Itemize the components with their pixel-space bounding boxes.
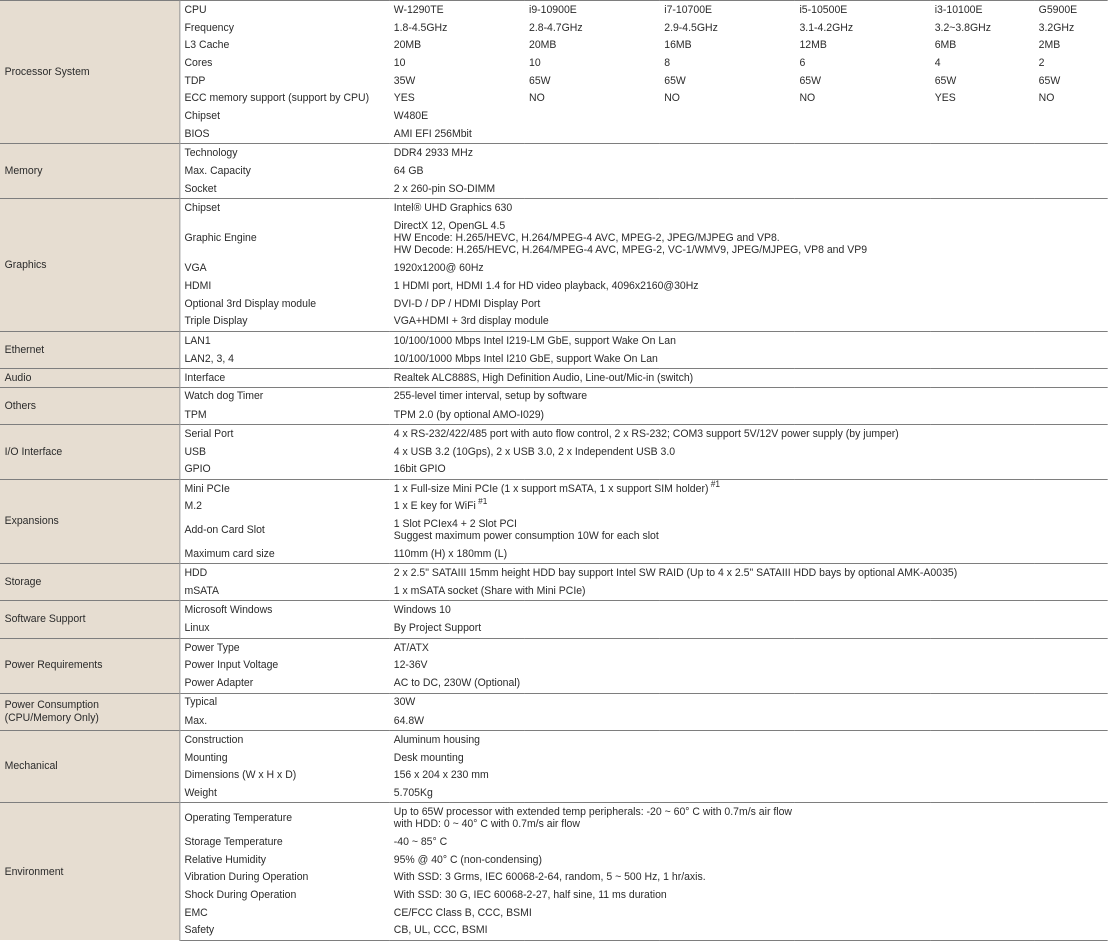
spec-label: Shock During Operation xyxy=(184,888,297,901)
spec-label: Technology xyxy=(179,144,389,163)
spec-value xyxy=(389,803,1108,834)
spec-value xyxy=(389,833,1108,851)
spec-label: TDP xyxy=(184,74,206,87)
spec-label: CPU xyxy=(179,1,389,20)
section-category xyxy=(0,693,179,730)
spec-value-text: 255-level timer interval, setup by software xyxy=(393,390,588,403)
spec-value xyxy=(389,638,1108,657)
spec-label: Typical xyxy=(179,693,389,712)
spec-label: EMC xyxy=(184,906,208,919)
spec-label: Add-on Card Slot xyxy=(184,524,265,537)
spec-value: 65W xyxy=(799,74,822,87)
spec-value xyxy=(389,217,1108,260)
spec-value: 2MB xyxy=(1038,39,1061,52)
section-category-line: Ethernet xyxy=(4,343,45,356)
footnote-marker: #1 xyxy=(708,479,720,489)
section-category xyxy=(0,144,179,199)
spec-value: 1.8-4.5GHz xyxy=(393,21,448,34)
spec-value-text: With SSD: 30 G, IEC 60068-2-27, half sine, 11 ms duration xyxy=(393,888,667,901)
spec-value: YES xyxy=(393,92,415,105)
spec-value-text: 110mm (H) x 180mm (L) xyxy=(393,547,508,560)
spec-label: Socket xyxy=(184,182,217,195)
spec-value xyxy=(389,162,1108,180)
spec-label: Chipset xyxy=(184,109,220,122)
spec-label: Max. xyxy=(184,714,208,727)
spec-value-text: VGA+HDMI + 3rd display module xyxy=(393,315,549,328)
spec-value-line: 1 Slot PCIex4 + 2 Slot PCI xyxy=(393,517,517,530)
spec-value-text: 1 x Full-size Mini PCIe (1 x support mSATA, 1 x support SIM holder) xyxy=(393,482,709,495)
spec-value: NO xyxy=(664,92,680,105)
section-category-line: (CPU/Memory Only) xyxy=(4,711,99,724)
section-category-line: Power Consumption xyxy=(4,699,99,712)
spec-value-text: AT/ATX xyxy=(393,641,429,654)
spec-value xyxy=(389,479,1108,498)
spec-label: Cores xyxy=(184,57,213,70)
spec-value: 6MB xyxy=(934,39,957,52)
spec-value: G5900E xyxy=(1034,1,1108,20)
spec-row xyxy=(0,387,1108,406)
spec-value: 20MB xyxy=(393,39,422,52)
spec-value xyxy=(389,851,1108,869)
spec-value: W-1290TE xyxy=(389,1,524,20)
spec-label: Power Input Voltage xyxy=(184,659,279,672)
spec-label: Frequency xyxy=(184,21,234,34)
spec-label: Serial Port xyxy=(179,424,389,443)
spec-value xyxy=(389,784,1108,803)
spec-value xyxy=(389,657,1108,675)
spec-value xyxy=(389,406,1108,425)
spec-value-line: HW Encode: H.265/HEVC, H.264/MPEG-4 AVC, MPEG-2, JPEG/MJPEG and VP8. xyxy=(393,232,780,245)
section-category-line: I/O Interface xyxy=(4,445,63,458)
spec-value: i9-10900E xyxy=(524,1,659,20)
spec-value-text: Intel® UHD Graphics 630 xyxy=(393,201,513,214)
spec-label: Watch dog Timer xyxy=(179,387,389,406)
spec-label: LAN2, 3, 4 xyxy=(184,352,234,365)
spec-value xyxy=(389,461,1108,480)
spec-value xyxy=(389,749,1108,767)
spec-value-text: 5.705Kg xyxy=(393,787,433,800)
spec-label: Dimensions (W x H x D) xyxy=(184,769,297,782)
spec-label: Interface xyxy=(179,368,389,387)
spec-value-text: W480E xyxy=(393,109,429,122)
spec-row xyxy=(0,693,1108,712)
spec-row xyxy=(0,479,1108,498)
spec-label: ECC memory support (support by CPU) xyxy=(184,92,370,105)
spec-label: Power Type xyxy=(179,638,389,657)
spec-value xyxy=(389,260,1108,278)
section-category xyxy=(0,601,179,638)
spec-row xyxy=(0,144,1108,163)
spec-value xyxy=(389,443,1108,461)
spec-value xyxy=(389,601,1108,620)
spec-value: NO xyxy=(529,92,545,105)
spec-label: Mounting xyxy=(184,751,228,764)
spec-label: TPM xyxy=(184,408,207,421)
spec-value xyxy=(389,295,1108,313)
spec-row xyxy=(0,331,1108,350)
section-category xyxy=(0,803,179,940)
spec-value xyxy=(389,869,1108,887)
spec-value xyxy=(389,277,1108,295)
spec-value: 4 xyxy=(934,57,941,70)
spec-value-text: TPM 2.0 (by optional AMO-I029) xyxy=(393,408,545,421)
spec-value-text: 64.8W xyxy=(393,714,425,727)
spec-value-text: 1 x E key for WiFi xyxy=(393,500,476,513)
spec-value: i3-10100E xyxy=(930,1,1034,20)
spec-row xyxy=(0,564,1108,583)
spec-value: NO xyxy=(1038,92,1055,105)
spec-value: 35W xyxy=(393,74,416,87)
spec-value-text: 95% @ 40° C (non-condensing) xyxy=(393,853,542,866)
spec-value xyxy=(389,125,1108,144)
spec-value: 3.2GHz xyxy=(1038,21,1075,34)
spec-value: 65W xyxy=(529,74,551,87)
spec-value: i5-10500E xyxy=(795,1,930,20)
spec-label: Maximum card size xyxy=(184,547,275,560)
spec-label: HDD xyxy=(179,564,389,583)
spec-value xyxy=(389,331,1108,350)
spec-label: Weight xyxy=(184,787,217,800)
section-category-line: Mechanical xyxy=(4,760,58,773)
section-category-line: Environment xyxy=(4,865,64,878)
spec-value-text: 30W xyxy=(393,696,416,709)
spec-label: Construction xyxy=(179,730,389,749)
spec-value: 2.8-4.7GHz xyxy=(529,21,583,34)
spec-value-text: DVI-D / DP / HDMI Display Port xyxy=(393,297,541,310)
spec-value-text: 1 x mSATA socket (Share with Mini PCIe) xyxy=(393,585,586,598)
section-category-line: Graphics xyxy=(4,258,47,271)
spec-value xyxy=(389,368,1108,387)
spec-label: Safety xyxy=(179,922,389,941)
spec-label: HDMI xyxy=(184,279,212,292)
spec-label: Graphic Engine xyxy=(184,232,257,245)
spec-label: Power Adapter xyxy=(184,677,254,690)
section-category xyxy=(0,1,179,144)
spec-value: 16MB xyxy=(664,39,692,52)
spec-label: GPIO xyxy=(184,463,211,476)
spec-value xyxy=(389,564,1108,583)
spec-row xyxy=(0,730,1108,749)
spec-value xyxy=(389,387,1108,406)
spec-value-text: With SSD: 3 Grms, IEC 60068-2-64, random, 5 ~ 500 Hz, 1 hr/axis. xyxy=(393,871,706,884)
section-category xyxy=(0,387,179,424)
section-category xyxy=(0,730,179,803)
spec-label: VGA xyxy=(184,262,207,275)
spec-label: Storage Temperature xyxy=(184,836,283,849)
spec-label: Microsoft Windows xyxy=(179,601,389,620)
spec-value-line: Up to 65W processor with extended temp peripherals: -20 ~ 60° C with 0.7m/s air flow xyxy=(393,806,792,819)
section-category xyxy=(0,198,179,331)
spec-value xyxy=(389,545,1108,564)
spec-value xyxy=(389,350,1108,369)
spec-row xyxy=(0,638,1108,657)
spec-value xyxy=(389,498,1108,516)
spec-value xyxy=(389,180,1108,199)
spec-value-line: Suggest maximum power consumption 10W for each slot xyxy=(393,530,659,543)
spec-label: Triple Display xyxy=(184,315,248,328)
section-category xyxy=(0,564,179,601)
spec-value-text: Realtek ALC888S, High Definition Audio, Line-out/Mic-in (switch) xyxy=(393,371,694,384)
section-category-line: Processor System xyxy=(4,65,90,78)
spec-value xyxy=(389,693,1108,712)
spec-value: 6 xyxy=(799,57,806,70)
spec-value: 8 xyxy=(664,57,671,70)
spec-value xyxy=(389,107,1108,125)
spec-value xyxy=(389,674,1108,693)
section-category-line: Software Support xyxy=(4,613,86,626)
spec-label: Chipset xyxy=(179,198,389,217)
spec-label: Operating Temperature xyxy=(179,803,389,834)
spec-value: 2.9-4.5GHz xyxy=(664,21,718,34)
spec-value-line: DirectX 12, OpenGL 4.5 xyxy=(393,220,506,232)
spec-value-text: CB, UL, CCC, BSMI xyxy=(393,924,488,937)
spec-value-text: AC to DC, 230W (Optional) xyxy=(393,677,521,690)
section-category-line: Storage xyxy=(4,576,42,589)
section-category-line: Audio xyxy=(4,371,32,384)
spec-value xyxy=(389,313,1108,332)
spec-value-text: 1920x1200@ 60Hz xyxy=(393,262,484,275)
spec-value xyxy=(389,712,1108,731)
spec-label: Mini PCIe xyxy=(179,479,389,498)
spec-value-text: 12-36V xyxy=(393,659,428,672)
spec-value-text: -40 ~ 85° C xyxy=(393,836,448,849)
spec-value: YES xyxy=(934,92,956,105)
spec-value xyxy=(389,730,1108,749)
spec-value: 65W xyxy=(934,74,957,87)
spec-label: mSATA xyxy=(184,585,220,598)
spec-value-text: Aluminum housing xyxy=(393,733,480,746)
section-category xyxy=(0,424,179,479)
section-category-line: Others xyxy=(4,399,37,412)
spec-value-text: 64 GB xyxy=(393,164,424,177)
spec-value-text: 16bit GPIO xyxy=(393,463,446,476)
spec-value-line: with HDD: 0 ~ 40° C with 0.7m/s air flow xyxy=(393,818,580,831)
spec-row xyxy=(0,601,1108,620)
spec-value: 2 xyxy=(1038,57,1045,70)
section-category xyxy=(0,331,179,368)
section-category-line: Power Requirements xyxy=(4,659,103,672)
spec-label: LAN1 xyxy=(179,331,389,350)
spec-value xyxy=(389,767,1108,785)
spec-label: M.2 xyxy=(184,500,202,513)
spec-row xyxy=(0,1,1108,20)
spec-value: 20MB xyxy=(529,39,557,52)
spec-value: 10 xyxy=(529,57,541,70)
spec-label: Relative Humidity xyxy=(184,853,266,866)
spec-value-text: 2 x 2.5" SATAIII 15mm height HDD bay support Intel SW RAID (Up to 4 x 2.5" SATAIII HDD bays by optional AMK-A0035) xyxy=(393,567,958,580)
spec-value xyxy=(389,582,1108,601)
spec-label: L3 Cache xyxy=(184,39,230,52)
spec-value-text: 1 HDMI port, HDMI 1.4 for HD video playback, 4096x2160@30Hz xyxy=(393,279,699,292)
spec-value xyxy=(389,515,1108,545)
spec-table-body xyxy=(0,1,1108,941)
section-category xyxy=(0,479,179,564)
spec-value: NO xyxy=(799,92,816,105)
spec-value: 65W xyxy=(664,74,686,87)
spec-value: 3.1-4.2GHz xyxy=(799,21,854,34)
spec-value: 12MB xyxy=(799,39,827,52)
spec-value xyxy=(389,424,1108,443)
spec-value: 3.2~3.8GHz xyxy=(934,21,991,34)
spec-row xyxy=(0,198,1108,217)
spec-row xyxy=(0,424,1108,443)
spec-value-text: 10/100/1000 Mbps Intel I219-LM GbE, support Wake On Lan xyxy=(393,334,676,347)
spec-value: 65W xyxy=(1038,74,1061,87)
spec-value: i7-10700E xyxy=(660,1,795,20)
spec-value-text: 156 x 204 x 230 mm xyxy=(393,769,489,782)
spec-label: Linux xyxy=(184,622,210,635)
spec-label: Max. Capacity xyxy=(184,164,251,177)
spec-value xyxy=(389,620,1108,639)
spec-value xyxy=(389,144,1108,163)
spec-value-text: Windows 10 xyxy=(393,604,451,617)
spec-value-text: 4 x RS-232/422/485 port with auto flow control, 2 x RS-232; COM3 support 5V/12V power supply (by jumper) xyxy=(393,427,899,440)
spec-value xyxy=(389,198,1108,217)
spec-value-text: 10/100/1000 Mbps Intel I210 GbE, support Wake On Lan xyxy=(393,352,658,365)
spec-row xyxy=(0,803,1108,834)
spec-value-line: HW Decode: H.265/HEVC, H.264/MPEG-4 AVC, MPEG-2, VC-1/WMV9, JPEG/MJPEG, VP8 and VP9 xyxy=(393,244,868,257)
spec-value-text: AMI EFI 256Mbit xyxy=(393,127,472,140)
section-category-line: Memory xyxy=(4,164,43,177)
spec-value xyxy=(389,922,1108,941)
section-category xyxy=(0,638,179,693)
spec-label: USB xyxy=(184,445,207,458)
footnote-marker: #1 xyxy=(475,497,488,507)
spec-value xyxy=(389,886,1108,904)
spec-value-text: CE/FCC Class B, CCC, BSMI xyxy=(393,906,532,919)
spec-label: Vibration During Operation xyxy=(184,871,309,884)
spec-value-text: DDR4 2933 MHz xyxy=(393,146,473,159)
spec-value-text: Desk mounting xyxy=(393,751,464,764)
spec-label: BIOS xyxy=(184,127,210,140)
spec-label: Optional 3rd Display module xyxy=(184,297,317,310)
section-category-line: Expansions xyxy=(4,515,59,528)
spec-value-text: 2 x 260-pin SO-DIMM xyxy=(393,182,496,195)
spec-value: 10 xyxy=(393,57,406,70)
spec-value-text: By Project Support xyxy=(393,622,482,635)
spec-value-text: 4 x USB 3.2 (10Gps), 2 x USB 3.0, 2 x Independent USB 3.0 xyxy=(393,445,676,458)
section-category xyxy=(0,368,179,387)
spec-row xyxy=(0,368,1108,387)
spec-value xyxy=(389,904,1108,922)
